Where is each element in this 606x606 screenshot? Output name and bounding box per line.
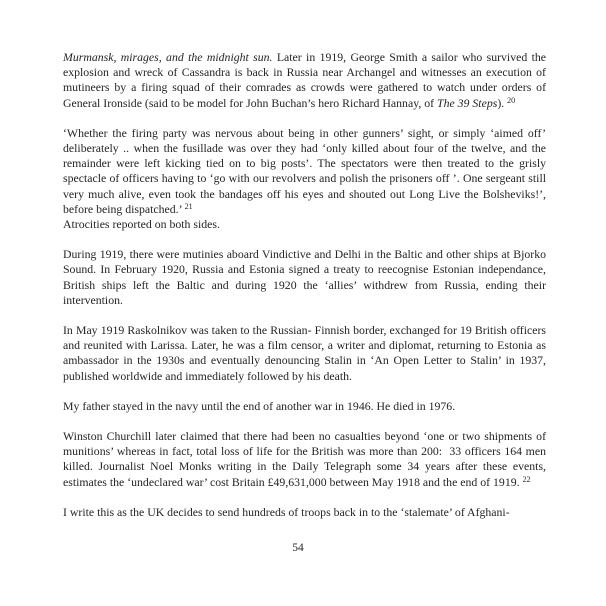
body-text: Atrocities reported on both sides. xyxy=(63,217,220,232)
text-group xyxy=(63,505,546,520)
body-text: In May 1919 Raskolnikov was taken to the Russian- Finnish border, exchanged for 19 British officers and reunited with Larissa. Later, he was a film censor, a writer and diplomat, returning to Estonia as ambassador in the 1930s and eventually denouncing Stalin in ‘An Open Letter to Stalin’ in 1937, published worldwide and immediately followed by his death. xyxy=(63,323,546,383)
body-text: ‘Whether the firing party was nervous about being in other gunners’ sight, or simply ‘aimed off’ deliberately .. when the fusillade was over they had ‘only killed about four of the twelve, and the remainder were left kicking tied on to big posts’. The spectators were then treated to the grisly spectacle of officers having to ‘go with our revolvers and polish the prisoners off ’. One sergeant still very much alive, even took the bandages off his eyes and shouted out Long Live the Bolsheviks!’, before being dispatched.’ xyxy=(63,125,546,216)
footnote-ref: 21 xyxy=(184,202,193,212)
paragraph xyxy=(63,399,546,414)
body-text: ). xyxy=(497,95,508,110)
body-text: During 1919, there were mutinies aboard Vindictive and Delhi in the Baltic and other ships at Bjorko Sound. In February 1920, Russia and Estonia signed a treaty to reecognise Estonian independance, British ships left the Baltic and during 1920 the ‘allies’ withdrew from Russia, ending their intervention. xyxy=(63,247,546,307)
italic-text: Murmansk, mirages, and the midnight sun. xyxy=(63,50,273,64)
paragraph xyxy=(63,323,546,384)
text-block xyxy=(63,50,546,535)
paragraph xyxy=(63,505,546,520)
text-group xyxy=(63,126,546,232)
body-text: Winston Churchill later claimed that there had been no casualties beyond ‘one or two shipments of munitions’ whereas in fact, total loss of life for the British was more than 200: 33 officers 164 men killed. Journalist Noel Monks writing in the Daily Telegraph some 34 years after these events, estimates the ‘undeclared war’ cost Britain £49,631,000 between May 1918 and the end of 1919. xyxy=(63,429,546,489)
body-text: My father stayed in the navy until the end of another war in 1946. He died in 1976. xyxy=(63,398,456,413)
text-group xyxy=(63,50,546,111)
text-group xyxy=(63,399,546,414)
text-group xyxy=(63,247,546,308)
footnote-ref: 20 xyxy=(507,96,516,105)
paragraph xyxy=(63,247,546,308)
footnote-ref: 22 xyxy=(522,475,531,485)
text-group xyxy=(63,429,546,490)
page-number: 54 xyxy=(292,542,304,554)
text-group xyxy=(63,323,546,384)
italic-text: The 39 Steps xyxy=(437,95,498,110)
paragraph xyxy=(63,126,546,217)
paragraph xyxy=(63,50,546,111)
body-text: Later in 1919, George Smith a sailor who survived the explosion and wreck of Cassandra is back in Russia near Archangel and witnesses an execution of mutineers by a firing squad of their comrades as crowds were gathered to watch under orders of General Ironside (said to be model for John Buchan’s hero Richard Hannay, of xyxy=(63,50,547,110)
body-text: I write this as the UK decides to send hundreds of troops back in to the ‘stalemate’ of Afghani- xyxy=(63,504,510,519)
paragraph xyxy=(63,429,546,490)
paragraph xyxy=(63,217,546,232)
